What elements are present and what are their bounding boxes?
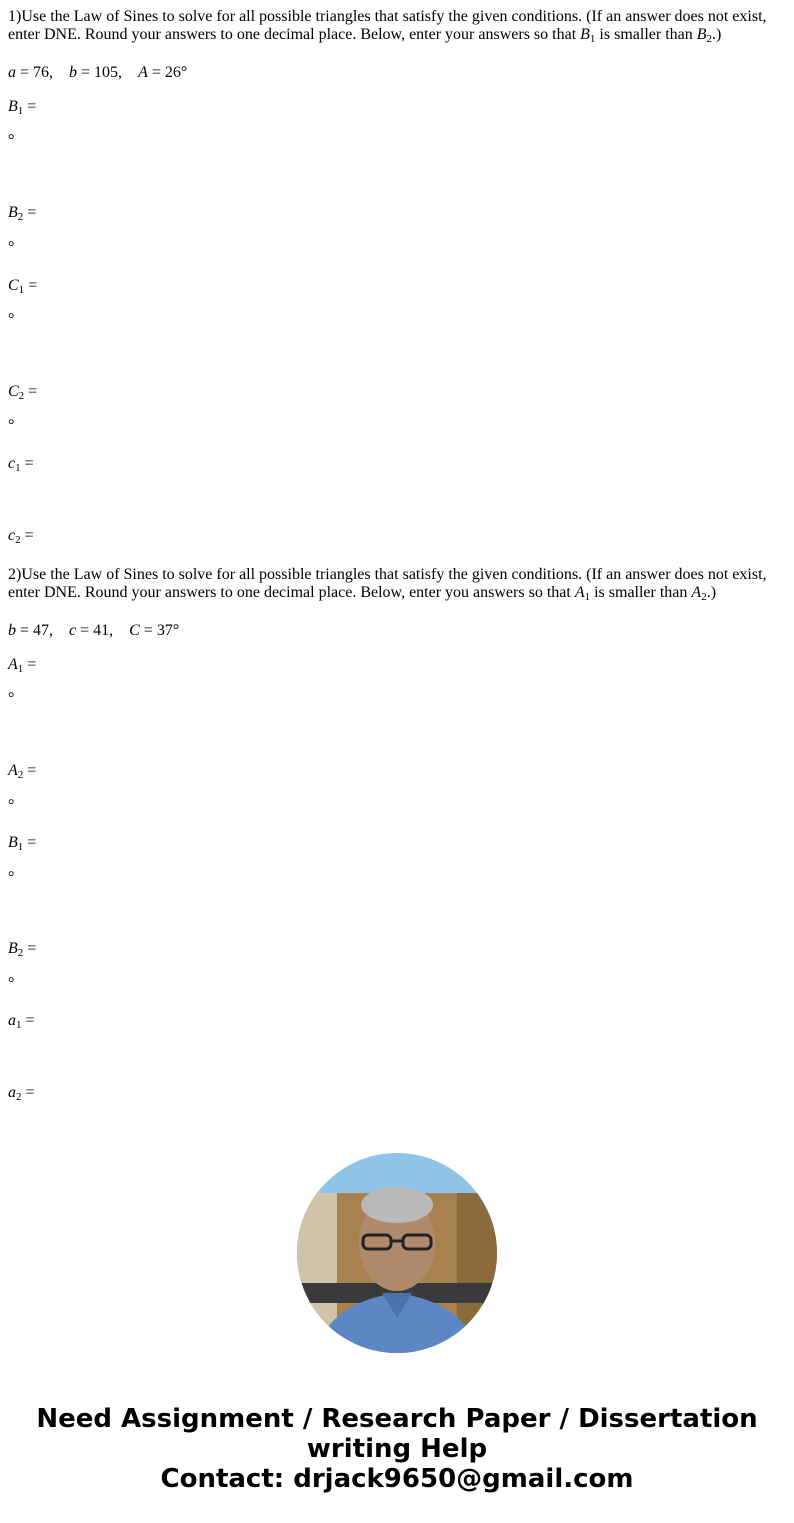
given-var: c [69, 622, 77, 639]
given-var: a [8, 64, 16, 81]
answer-var: B [8, 834, 18, 851]
subscript: 2 [701, 591, 707, 603]
given-var: A [138, 64, 148, 81]
answer-var: C [8, 383, 19, 400]
equals: = [23, 656, 37, 673]
equals: = [21, 1084, 35, 1101]
var-a: A [574, 584, 585, 601]
equals: = [24, 383, 38, 400]
answer-var: B [8, 98, 18, 115]
equals: = [23, 98, 37, 115]
equals: = [23, 940, 37, 957]
var-b: B [580, 26, 590, 43]
answer-var: B [8, 204, 18, 221]
degree-unit: ° [8, 975, 15, 992]
question-1-text: 1)Use the Law of Sines to solve for all possible triangles that satisfy the given conditions. (If an answer does not exist, enter DNE. Round your answers to one decimal place. Below, enter your answers so that [8, 8, 767, 43]
subscript: 2 [17, 769, 24, 781]
answer-var: B [8, 940, 18, 957]
question-2-given [8, 622, 784, 640]
answer-var: c [8, 527, 16, 544]
given-var: C [129, 622, 140, 639]
tutor-avatar-photo [297, 1153, 497, 1353]
answer-var: C [8, 277, 19, 294]
answer-var: c [8, 455, 16, 472]
subscript: 1 [17, 663, 24, 675]
subscript: 2 [18, 390, 25, 402]
footer-line-1: Need Assignment / Research Paper / Dissertation [36, 1404, 758, 1434]
degree-unit: ° [8, 417, 15, 434]
given-value: = 76, [16, 64, 54, 81]
question-2-text: 2)Use the Law of Sines to solve for all possible triangles that satisfy the given conditions. (If an answer does not exist, enter DNE. Round your answers to one decimal place. Below, enter you answers so that [8, 566, 767, 601]
answer-var: A [8, 762, 18, 779]
question-1-text-end: .) [712, 26, 722, 43]
subscript: 2 [17, 211, 24, 223]
subscript: 2 [15, 534, 21, 546]
given-value: = 41, [76, 622, 114, 639]
answer-label-side-c2 [8, 527, 784, 545]
answer-label-a2 [8, 762, 784, 780]
subscript: 1 [17, 105, 24, 117]
degree-unit: ° [8, 239, 15, 256]
answer-label-c1 [8, 277, 784, 295]
answer-label-side-a1 [8, 1012, 784, 1030]
subscript: 1 [584, 591, 591, 603]
answer-label-a1 [8, 656, 784, 674]
equals: = [23, 204, 37, 221]
given-var: b [69, 64, 78, 81]
given-value: = 26° [147, 64, 188, 81]
subscript: 2 [16, 1091, 22, 1103]
var-a: A [691, 584, 702, 601]
question-2-prompt [8, 566, 784, 602]
given-value: = 47, [16, 622, 54, 639]
subscript: 2 [706, 33, 713, 45]
subscript: 1 [15, 462, 21, 474]
answer-label-b1 [8, 834, 784, 852]
degree-unit: ° [8, 797, 15, 814]
degree-unit: ° [8, 311, 15, 328]
question-1-given [8, 64, 784, 82]
answer-label-side-a2 [8, 1084, 784, 1102]
footer-line-2: writing Help [306, 1434, 488, 1464]
equals: = [24, 277, 38, 294]
equals: = [23, 834, 37, 851]
subscript: 1 [18, 284, 25, 296]
equals: = [21, 1012, 35, 1029]
given-value: = 105, [77, 64, 123, 81]
subscript: 1 [17, 841, 24, 853]
answer-label-c2 [8, 383, 784, 401]
degree-unit: ° [8, 132, 15, 149]
question-2-text-mid: is smaller than [590, 584, 692, 601]
equals: = [20, 527, 34, 544]
var-b: B [696, 26, 707, 43]
answer-label-b1 [8, 98, 784, 116]
subscript: 1 [16, 1019, 22, 1031]
answer-var: a [8, 1012, 16, 1029]
question-2-text-end: .) [706, 584, 717, 601]
degree-unit: ° [8, 869, 15, 886]
given-var: b [8, 622, 16, 639]
equals: = [20, 455, 34, 472]
question-1-prompt [8, 8, 784, 44]
degree-unit: ° [8, 690, 15, 707]
subscript: 1 [589, 33, 596, 45]
subscript: 2 [17, 947, 24, 959]
footer-contact: Contact: drjack9650@gmail.com [160, 1464, 634, 1494]
question-1-text-mid: is smaller than [595, 26, 697, 43]
answer-label-b2 [8, 204, 784, 222]
answer-var: A [8, 656, 18, 673]
equals: = [23, 762, 37, 779]
answer-label-b2 [8, 940, 784, 958]
given-value: = 37° [139, 622, 180, 639]
answer-var: a [8, 1084, 16, 1101]
answer-label-side-c1 [8, 455, 784, 473]
avatar-image [297, 1153, 497, 1353]
